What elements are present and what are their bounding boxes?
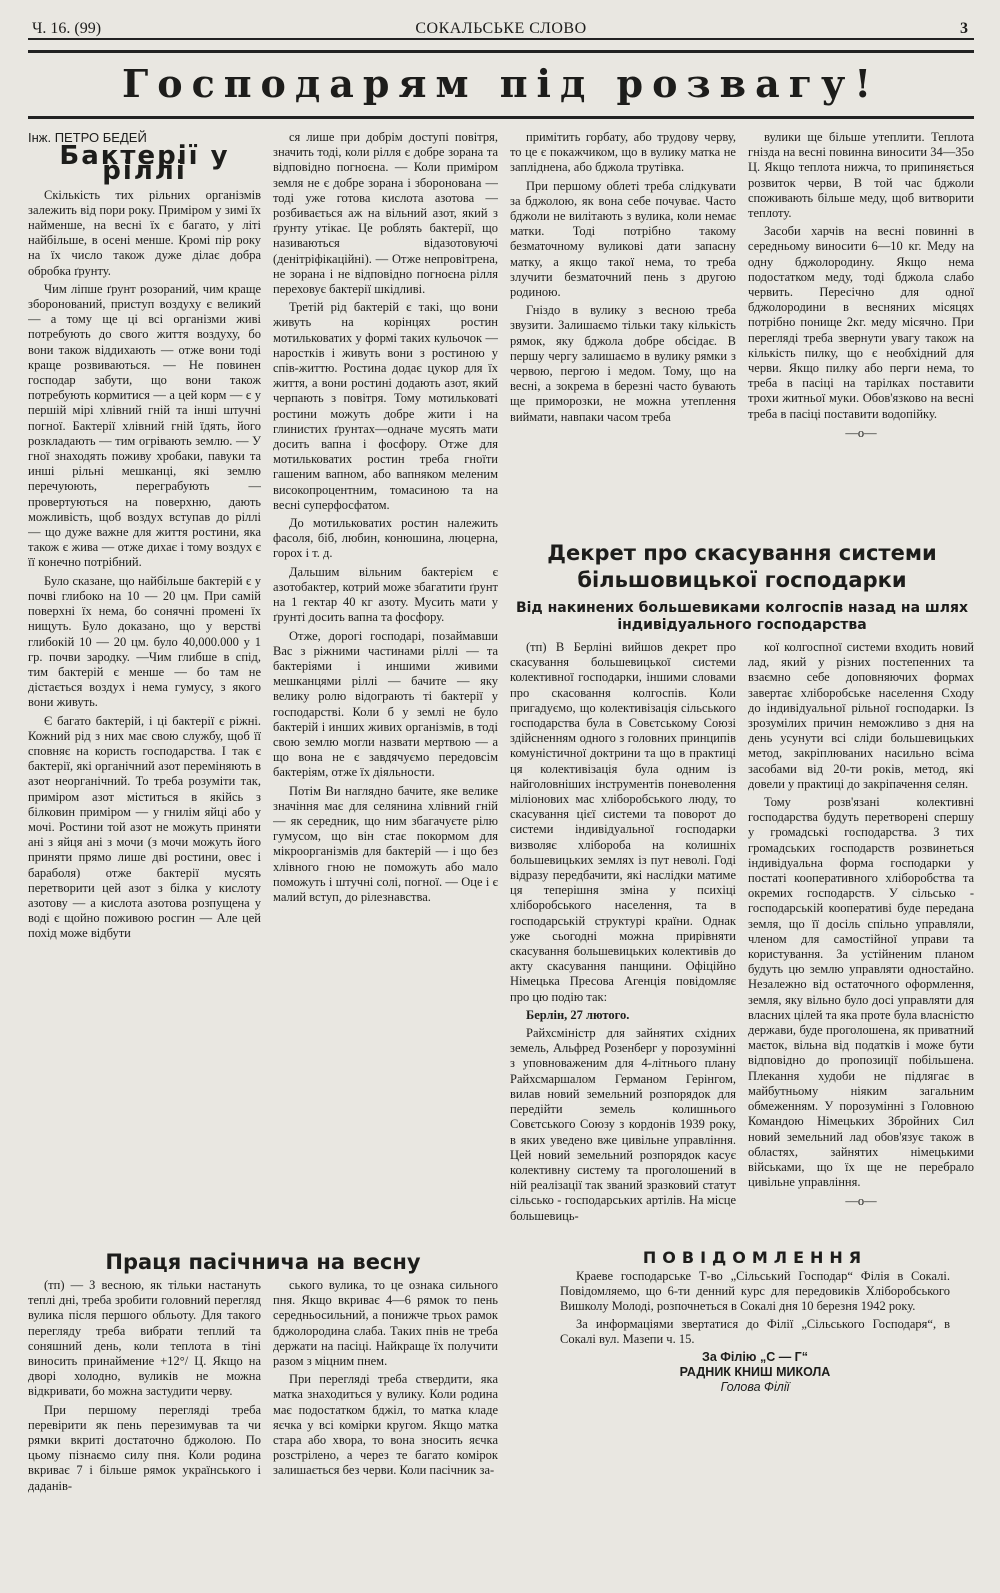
paragraph: При першому облеті треба слідкувати за бджолою, як вона себе почуває. Часто бджоли не вилітають з вулика, коли немає матки. Тоді потрібно такому безматочному вуликові дати запасну матку, а якщо такої нема, то треба злучити безматочний пень з другою родиною. (510, 178, 736, 300)
paragraph: Потім Ви наглядно бачите, яке велике значіння має для селянина хлівний гній — як середник, що ним збагачуєте рілю гумусом, що він стає покормом для мікроорганізмів для бактерій — і що без хлівного гною не поможуть або мало поможуть і штучні солі, погної. — Оце і є малий вступ, до рілезнавства. (273, 783, 498, 904)
paragraph: При першому перегляді треба перевірити як пень перезимував та чи рямки вкриті достаточно бджолою. По цьому пізнаємо силу пня. Коли родина вкриває 7 і більше рямок українського і даданів- (28, 1402, 261, 1493)
paragraph: Є багато бактерій, і ці бактерії є ріжні. Кожний рід з них має свою службу, щоб її сповняє на користь господарства. І так є бактерії, які органічний азот переміняють в азот неорганічний. То треба розуміти так, приміром азот міститься в якійсь з білковин приміром — у гнилім яйці або у мочі. Ростини той азот не можуть приняти ані з яйця ані з мочи (з мочи можуть його приняти прямо лише дві ростини, овес і бараболя) отже бактерії мусять перетворити цей азот з білка у кислоту азотову — а кислота азотова розпущена у воді є щойно поживою росгин — Але цей похід може відбути (28, 713, 261, 941)
decree-column-1 (510, 640, 736, 1240)
paragraph: До мотильковатих ростин належить фасоля, біб, любин, конюшина, люцерна, горох і т. д. (273, 516, 498, 561)
paragraph: Чим ліпше ґрунт розораний, чим краще зборонований, приступ воздуху є великий — а тому ще ці всі організми живі потребують до свого життя воздуху, бо вони також віддихають — отже вони тоді краще розвиваються. — Не повинен господар забути, що вони також потребують кормитися — а цей корм — є у першій мірі хлівний гній та інші штучні погної. Бактерії хлівний гній їдять, його розкладають — тим огрівають землю. — У гної знаходять поживу хробаки, павуки та инші рільні мешканці, які землю перечуюють, переграбують — провертуються на поверхню, дають можливість, щоб воздух вступав до ріллі — що дуже важне для життя ростини, яка також є жива — отже дихає і тому воздух є її конечно потрібний. (28, 281, 261, 570)
paragraph: примітить горбату, або трудову черву, то це є покажчиком, що в вулику матка не запліднена, або бджола трутівка. (510, 130, 736, 175)
section-banner: Господарям під розвагу! (28, 50, 974, 119)
page-number: 3 (960, 20, 968, 37)
paragraph: Райхсміністр для зайнятих східних земель, Альфред Розенберг у порозумінні з уповноваженим для 4-літнього плану Райхсмаршалом Германом Герінгом, вилав новий земельний розпорядок для передійти земель колишнього Совєтського Союзу з кордонів 1939 року, в яких уведено вже цивільне управління. Цей новий земельний розпорядок касує колективну систему та проголошений в ній реалізації так званий зразковий статут сільсько - господарських артілів. На місце большевиць- (510, 1026, 736, 1223)
paper-name: СОКАЛЬСЬКЕ СЛОВО (415, 20, 587, 37)
paragraph: кої колгоспної системи входить новий лад, який у різних постепенних та взаємно себе доповняючих формах завертає хліборобське населення Сходу до індивідуальної рільної господарки. Із зрозумілих причин неможливо з дня на день усунути всі сліди большевицьких метод, закріплюваних насильно всіма засобами від 20-ти років, метод, які довели у практиці до закріпачення селян. (748, 640, 974, 791)
signature-name: РАДНИК КНИШ МИКОЛА (679, 1365, 831, 1379)
bee-column-2 (273, 1278, 498, 1578)
decree-title: Декрет про скасування системи більшовицької господарки (547, 541, 937, 592)
running-header (28, 14, 974, 40)
notice-paragraph: За информаціями звертатися до Філії „Сільського Господаря“, в Сокалі вул. Мазепи ч. 15. (560, 1317, 950, 1346)
article-title-bees: Праця пасічнича на весну (105, 1250, 421, 1274)
column-3-upper (510, 130, 736, 525)
column-4-upper (748, 130, 974, 525)
paragraph: вулики ще більше утеплити. Теплота гнізда на весні повинна виносити 34—35о Ц. Якщо теплота нижча, то припиняється розвиток черви, В той час бджоли споживають більше меду, щоб витворити теплоту. (748, 130, 974, 221)
paragraph: Було сказане, що найбільше бактерій є у почві глибоко на 10 — 20 цм. При самій поверхні їх нема, бо сонячні промені їх нищуть. Було доказано, що у верстві глибокій 10 — 20 цм. було 40,000.000 у 1 гр. почви зародку. —Чим глибше в спід, тим бактерій є менше — бо там не дістається воздух і нема гумусу, з якого вони живуть. (28, 573, 261, 710)
separator: —о— (845, 1194, 877, 1209)
separator: —о— (845, 425, 877, 440)
paragraph: Засоби харчів на весні повинні в середньому виносити 6—10 кг. Меду на одну бджолородину. Якщо нема подостатком меду, тоді бджола слабо червить. Пересічно для одної бджолородини в весняних місяцях потрібно понище 2кг. меду місячно. При перегляді треба звернути увагу також на кількість пилку, що є необхідний для черви. Якщо пилку або перги нема, то треба в пасіці на тарілках поставити трохи житньої муки. Обов'язково на весні треба в пасіці поставити водопійку. (748, 224, 974, 421)
paragraph: Отже, дорогі господарі, позаймавши Вас з ріжними частинами ріллі — та бактеріями і иншими живими мешканцями ріллі — бачите — яку велику ролю відограють ті бактерії у господарстві. Коли б у землі не було бактерій і инших живих організмів, в тоді свою землю могли назвати мертвою — а що вона не є завдячуємо передовсім бактеріям, отже їх діяльности. (273, 628, 498, 780)
decree-subtitle: Від накинених большевиками колгоспів назад на шлях індивідуального господарства (515, 600, 969, 633)
dateline (510, 1008, 736, 1023)
paragraph: (тп) — З весною, як тільки настануть теплі дні, треба зробити головний перегляд вулика після першого обльоту. Для такого перегляду треба вибрати теплий та соняшний день, коли теплота в тіні виносить принаймение +12°/ Ц. Якщо на дворі холодно, вуликів не можна відкривати, бо можна застудити черву. (28, 1278, 261, 1399)
notice-block (560, 1250, 950, 1395)
paragraph: Третій рід бактерій є такі, що вони живуть на корінцях ростин мотильковатих у формі таких кульочок — наростків і живуть вони з ростиною у спів-життю. Ростина додає цукор для їх життя, а вони ростині додають азот, який черпають з повітря. Тому мотильковаті ростини можуть добре жити і на глинистих ґрунтах—одначе мусять мати досить вапна і фосфору. Отже для мотильковатих ростин треба гноїти гашеним вапном, або вапняком меленим високопроцентним, томасиною та на весні суперфосфатом. (273, 300, 498, 512)
paragraph: ся лише при добрім доступі повітря, значить тоді, коли рілля є добре зорана та відповідно погноєна. — Коли приміром земля не є добре зорана і зборонована — тоді уже готова кислота азотова — розбивається аж на вільний азот, який з ґрунту утікає. Це роблять бактерії, що називаються відазотовуючі (денітріфікаційні). — Отже непровітрена, не зорана і не відповідно погноєна рілля переховує бактерії шкідливі. (273, 130, 498, 297)
decree-headline (510, 540, 974, 634)
issue-number: Ч. 16. (99) (32, 20, 102, 37)
paragraph: Тому розв'язані колективні господарства будуть перетворені спершу у громадські господарства. З тих громадських господарств розвинеться індивідуальна форма господарки у постаті кооперативного хліборобства та окремих господарств. У сільсько - господарській кооперативі буде передана земля, що її досіль спільно управляли, членом для самостійної управи та користування. За устійненим планом будуть цю землю управляти одностайно. Незалежно від остаточного оформлення, земля, яку вільно було досі управляти для власних цілей та яка проте була власністю держави, буде проголошена, як приватний маєток, вільна від податків і може бути відповідно до пропозиції побільшена. Плекання худоби не підлягає в майбутньому ніяким загальним обмеженням. У порозумінні з Головною Командою Німецьких Збройних Сил новий земельний лад обов'язує також в областях, зайнятих німецькими військами, що їх ще не перебрало цивільне управління. (748, 795, 974, 1190)
notice-title: ПОВІДОМЛЕННЯ (642, 1248, 868, 1267)
paragraph: Дальшим вільним бактерієм є азотобактер, котрий може збагатити ґрунт на 1 гектар 40 кг азоту. Мусить мати у ґрунті досить вапна та фосфору. (273, 564, 498, 625)
paragraph: ського вулика, то це ознака сильного пня. Якщо вкриває 4—6 рямок то пень середньосильний, а понижче трьох рамок бджолородина слаба. Таких пнів не треба держати на пасіці. Найкраще їх получити разом з міцним пнем. (273, 1278, 498, 1369)
signature-role: Голова Філії (720, 1380, 790, 1394)
paragraph: (тп) В Берліні вийшов декрет про скасування большевицької системи колективної господарки, іншими словами про скасовання колгоспів. Коли пригадуємо, що колективізація сільського господарства була в Совєтському Союзі здійсненням одного з головних принципів комуністичної доктрини та що в практиці ця колективізація була одним із найголовніших інструментів поневолення міліонових мас хліборобського люду, то скасування цієї системи та поворот до системи індивідуальної господарки визволяє хлібороба на колишніх большевицьких землях із пут неволі. Годі відразу передбачити, які наслідки матиме ця теперішня зміна у псиxіці хліборобського населення, та в господарській структурі країни. Однак уже сьогодні можна прирівняти скасування большевицьких колективів до акту скасування панщини. Офіційно Німецька Пресова Агенція повідомляє про цю подію так: (510, 640, 736, 1004)
decree-column-2 (748, 640, 974, 1250)
paragraph: При перегляді треба ствердити, яка матка знаходиться у вулику. Коли родина має подостатком бджіл, то матка кладе яєчка у всі комірки кругом. Якщо матка стара або хвора, то вона зносить яєчка розстрілено, а через те багато комірок залишається без черви. Коли пасічник за- (273, 1372, 498, 1478)
notice-paragraph: Краеве господарське Т-во „Сільський Господар“ Філія в Сокалі. Повідомляемо, що 6-ти денний курс для передовиків Хліборобського Вишколу Молоді, розпочнеться в Сокалі дня 10 березня 1942 року. (560, 1269, 950, 1313)
bee-column-1 (28, 1278, 261, 1578)
signature (560, 1350, 950, 1395)
paragraph: Гніздо в вулику з весною треба звузити. Залишаємо тільки таку кількість рямок, яку бджола добре обсідає. В першу чергу залишаємо в вулику рямки з червою, пергою і медом. Тому, що на весні, а зокрема в березні часто бувають ще приморозки, не можна утеплення виймати, навпаки часом треба (510, 303, 736, 424)
article-title-bacteria: Бактерії у ріллі (59, 141, 230, 187)
paragraph: Скількість тих рільних організмів залежить від пори року. Приміром у зимі їх найменше, на весні їх є багато, у літі найбільше, в осені менше. Кромі пір року на їх число також дуже ділає добра обробка ґрунту. (28, 187, 261, 278)
signature-line: За Філію „С — Г“ (701, 1350, 809, 1364)
bee-article (28, 1240, 498, 1280)
dateline-text: Берлін, 27 лютого. (526, 1007, 630, 1022)
article-byline: Інж. ПЕТРО БЕДЕЙ (28, 130, 147, 145)
